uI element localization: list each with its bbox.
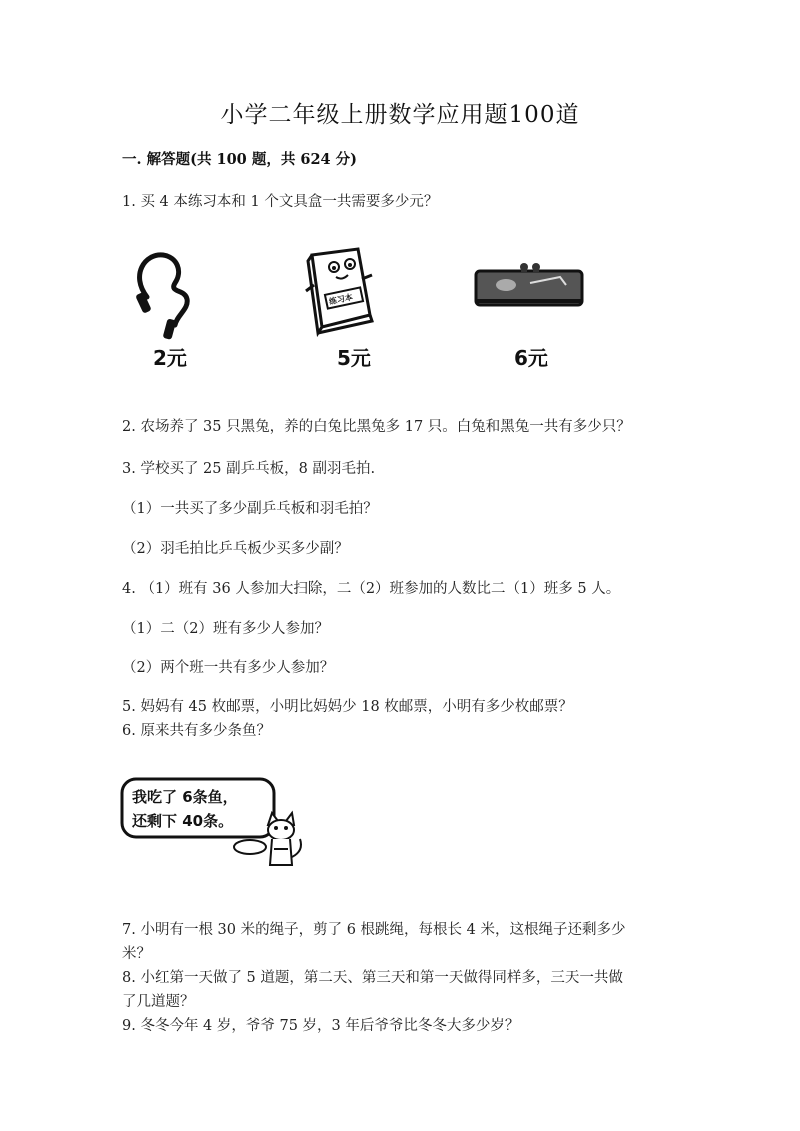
section-heading: 一. 解答题(共 100 题，共 624 分) (122, 151, 358, 168)
question-6: 6. 原来共有多少条鱼？ (122, 723, 271, 739)
jump-rope-icon (125, 245, 205, 340)
question-4-part-2: （2）两个班一共有多少人参加？ (122, 660, 335, 676)
question-9: 9. 冬冬今年 4 岁，爷爷 75 岁，3 年后爷爷比冬冬大多少岁？ (122, 1018, 520, 1034)
notebook-label: 练习本 (328, 292, 354, 307)
question-4-part-1: （1）二（2）班有多少人参加？ (122, 621, 329, 637)
notebook-icon (300, 245, 380, 340)
speech-bubble-line-1: 我吃了 6条鱼， (132, 788, 238, 806)
pencil-case-icon (470, 255, 590, 315)
speech-bubble-line-2: 还剩下 40条。 (132, 812, 234, 830)
question-3-part-1: （1）一共买了多少副乒乓板和羽毛拍？ (122, 501, 378, 517)
question-3: 3. 学校买了 25 副乒乓板，8 副羽毛拍. (122, 461, 376, 477)
price-pencil-case: 6元 (514, 346, 548, 370)
question-5: 5. 妈妈有 45 枚邮票，小明比妈妈少 18 枚邮票，小明有多少枚邮票？ (122, 699, 573, 715)
question-8-line-1: 8. 小红第一天做了 5 道题，第二天、第三天和第一天做得同样多，三天一共做 (122, 970, 623, 986)
question-3-part-2: （2）羽毛拍比乒乓板少买多少副？ (122, 541, 349, 557)
question-1: 1. 买 4 本练习本和 1 个文具盒一共需要多少元？ (122, 194, 439, 210)
price-jump-rope: 2元 (153, 346, 187, 370)
question-2: 2. 农场养了 35 只黑兔，养的白兔比黑兔多 17 只。白兔和黑兔一共有多少只？ (122, 419, 631, 435)
question-7-line-2: 米？ (122, 946, 151, 962)
page-title: 小学二年级上册数学应用题100道 (220, 102, 580, 128)
question-7-line-1: 7. 小明有一根 30 米的绳子，剪了 6 根跳绳，每根长 4 米，这根绳子还剩多少 (122, 922, 626, 938)
question-8-line-2: 了几道题？ (122, 994, 195, 1010)
question-4: 4. （1）班有 36 人参加大扫除，二（2）班参加的人数比二（1）班多 5 人。 (122, 581, 621, 597)
price-notebook: 5元 (337, 346, 371, 370)
